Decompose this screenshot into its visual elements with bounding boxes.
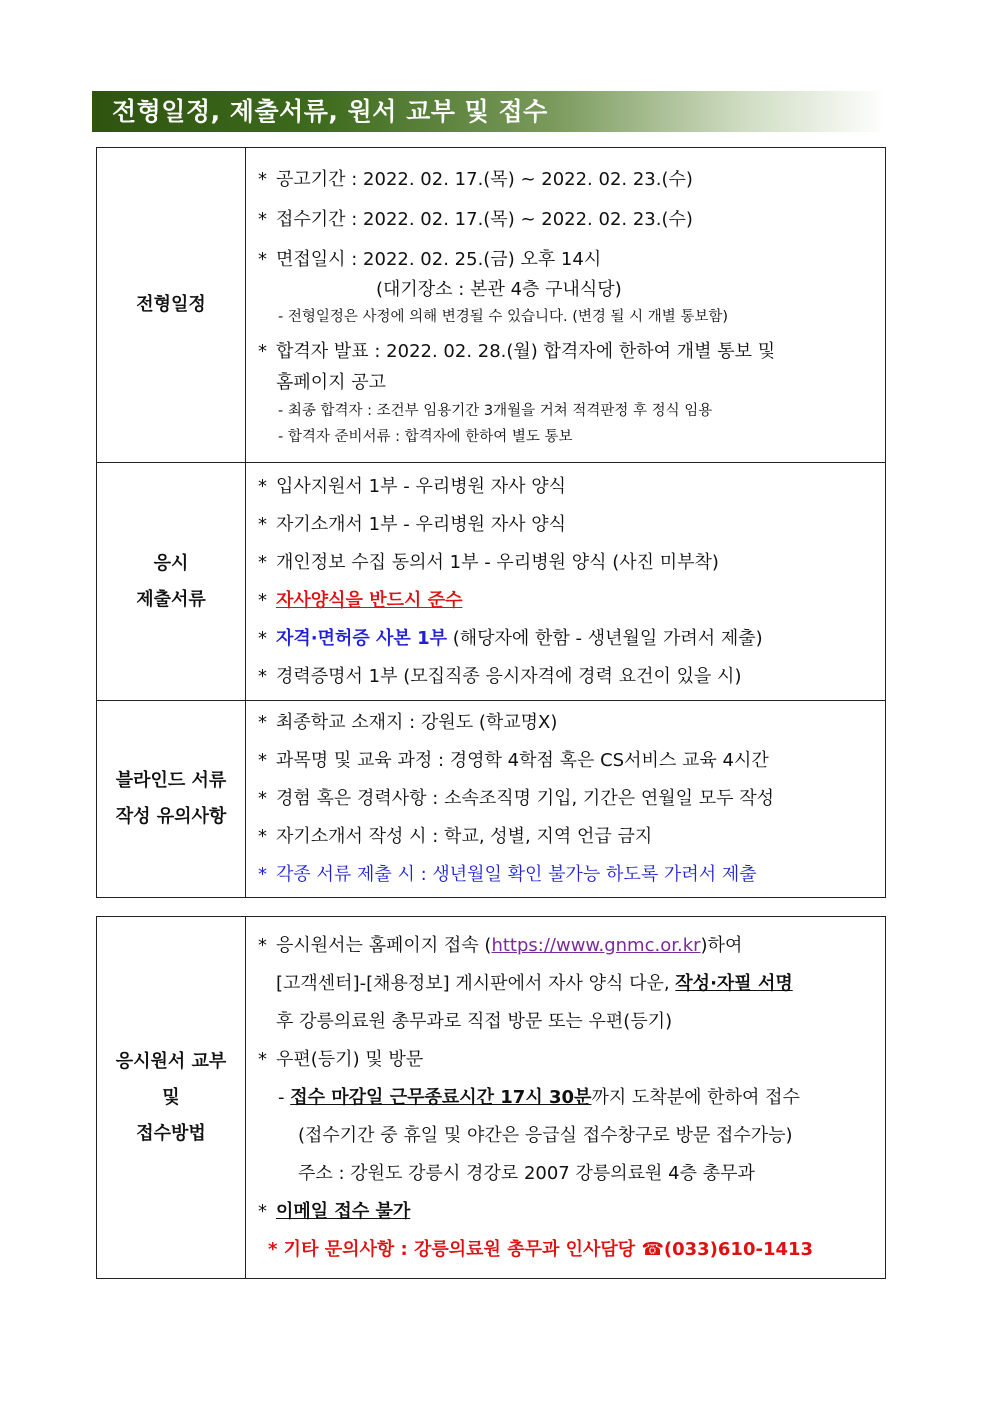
holiday-note: (접수기간 중 휴일 및 야간은 응급실 접수창구로 방문 접수가능) [298,1124,793,1146]
apply-line-submit: 후 강릉의료원 총무과로 직접 방문 또는 우편(등기) [276,1010,673,1032]
pass-docs-note: - 합격자 준비서류 : 합격자에 한하여 별도 통보 [278,428,573,445]
license-copy-text: 자격·면허증 사본 1부 [276,627,447,649]
deadline-dash: - [278,1086,291,1108]
deadline-line [258,1079,875,1117]
homepage-link[interactable]: https://www.gnmc.or.kr [491,934,701,956]
format-notice-text: 자사양식을 반드시 준수 [276,589,463,611]
section-title-banner [92,91,886,132]
schedule-content [246,148,886,463]
application-row [97,917,886,1279]
final-pass-note: - 최종 합격자 : 조건부 임용기간 3개월을 거쳐 적격판정 후 정식 임용 [278,402,713,419]
announce-period: * 공고기간 : 2022. 02. 17.(목) ~ 2022. 02. 23.(수) [258,160,875,200]
schedule-change-note: - 전형일정은 사정에 의해 변경될 수 있습니다. (변경 될 시 개별 통보함) [278,308,729,325]
blind-label-line1: 블라인드 서류 [115,770,227,791]
apply-board-text: [고객센터]-[채용정보] 게시판에서 자사 양식 다운, [276,972,676,994]
no-email-line [258,1193,875,1231]
deadline-rest: 까지 도착분에 한하여 접수 [591,1086,800,1108]
doc-item-format-notice [258,582,875,620]
doc-item-privacy-consent: * 개인정보 수집 동의서 1부 - 우리병원 양식 (사진 미부착) [258,544,875,582]
documents-label-line2: 제출서류 [136,588,206,610]
blind-label-cell [97,701,246,898]
signature-notice: 작성·자필 서명 [675,972,793,994]
documents-label-line1: 응시 [153,552,189,574]
documents-row [97,463,886,701]
result-announcement-cont: 홈페이지 공고 [276,371,387,393]
application-label-cell [97,917,246,1279]
doc-item-application: * 입사지원서 1부 - 우리병원 자사 양식 [258,468,875,506]
documents-label-cell [97,463,246,701]
deadline-time: 접수 마감일 근무종료시간 17시 30분 [290,1086,592,1108]
blind-item-experience: * 경험 혹은 경력사항 : 소속조직명 기입, 기간은 연월일 모두 작성 [258,780,875,818]
interview-date: * 면접일시 : 2022. 02. 25.(금) 오후 14시 [258,244,875,275]
schedule-label: 전형일정 [136,294,206,315]
apply-line-homepage [258,927,875,965]
apply-line-text-end: )하여 [700,934,743,956]
apply-line-board [258,965,875,1003]
schedule-label-cell [97,148,246,463]
application-content [246,917,886,1279]
doc-item-career-cert: * 경력증명서 1부 (모집직종 응시자격에 경력 요건이 있을 시) [258,658,875,696]
application-label-line3: 접수방법 [136,1122,206,1144]
apply-line-text: 응시원서는 홈페이지 접속 ( [276,934,492,956]
schedule-row [97,148,886,463]
mail-visit: * 우편(등기) 및 방문 [258,1041,875,1079]
application-label-line2: 및 [162,1086,180,1108]
section-title: 전형일정, 제출서류, 원서 교부 및 접수 [112,97,548,126]
application-label-line1: 응시원서 교부 [115,1050,227,1072]
application-table [96,916,886,1279]
waiting-place: (대기장소 : 본관 4층 구내식당) [376,278,622,300]
license-copy-note: (해당자에 한함 - 생년월일 가려서 제출) [447,627,763,649]
doc-item-self-intro: * 자기소개서 1부 - 우리병원 자사 양식 [258,506,875,544]
address: 주소 : 강원도 강릉시 경강로 2007 강릉의료원 4층 총무과 [298,1162,755,1184]
blind-label-line2: 작성 유의사항 [115,806,227,827]
blind-item-school: * 최종학교 소재지 : 강원도 (학교명X) [258,704,875,742]
receipt-period: * 접수기간 : 2022. 02. 17.(목) ~ 2022. 02. 23.(수) [258,200,875,240]
blind-item-submission: * 각종 서류 제출 시 : 생년월일 확인 불가능 하도록 가려서 제출 [258,856,875,894]
result-announcement: * 합격자 발표 : 2022. 02. 28.(월) 합격자에 한하여 개별 통보 및 [258,336,875,367]
no-email-notice: 이메일 접수 불가 [276,1200,411,1222]
blind-item-self-intro: * 자기소개서 작성 시 : 학교, 성별, 지역 언급 금지 [258,818,875,856]
contact-info: * 기타 문의사항 : 강릉의료원 총무과 인사담당 ☎(033)610-1413 [268,1238,814,1260]
blind-row [97,701,886,898]
blind-content [246,701,886,898]
documents-content [246,463,886,701]
blind-item-courses: * 과목명 및 교육 과정 : 경영학 4학점 혹은 CS서비스 교육 4시간 [258,742,875,780]
doc-item-license [258,620,875,658]
info-table [96,147,886,898]
